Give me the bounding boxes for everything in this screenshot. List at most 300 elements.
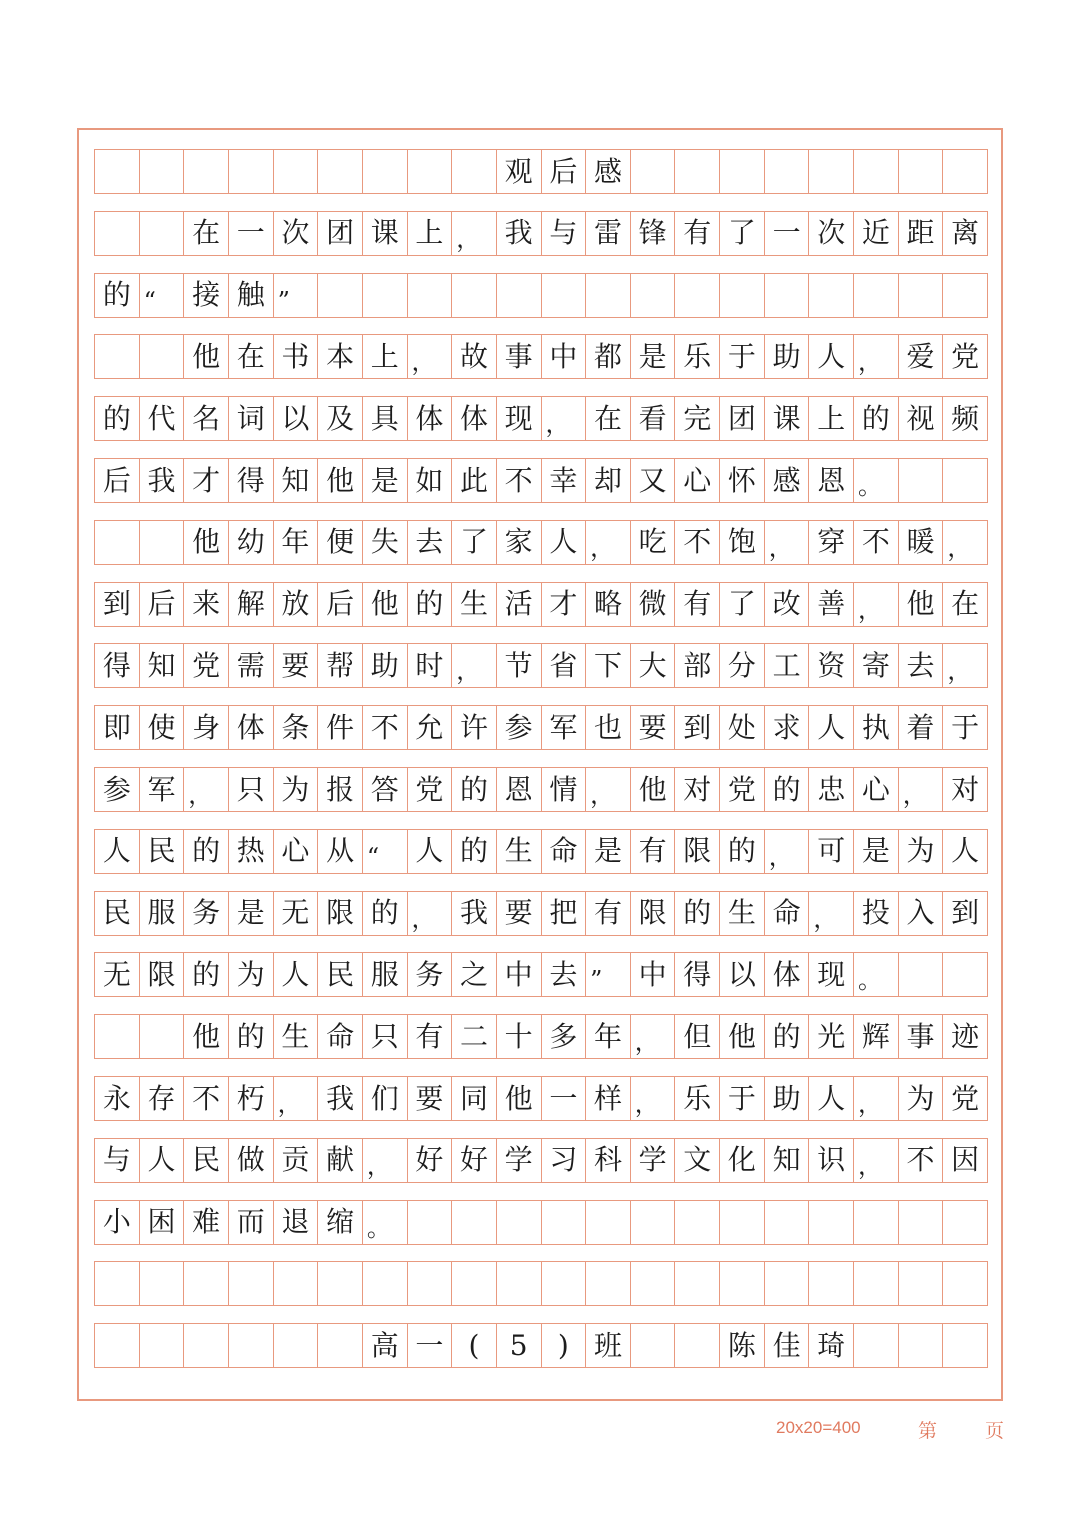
grid-cell: ， bbox=[765, 830, 810, 873]
grid-row bbox=[94, 149, 988, 194]
grid-cell bbox=[274, 1324, 319, 1367]
grid-cell: 在 bbox=[586, 397, 631, 440]
grid-cell bbox=[586, 274, 631, 317]
grid-cell: 民 bbox=[184, 1139, 229, 1182]
grid-cell: 不 bbox=[497, 459, 542, 502]
grid-cell: 年 bbox=[586, 1015, 631, 1058]
grid-cell: 参 bbox=[95, 768, 140, 811]
grid-cell bbox=[631, 1262, 676, 1305]
grid-cell bbox=[184, 1324, 229, 1367]
grid-cell: 执 bbox=[854, 706, 899, 749]
grid-cell: 是 bbox=[854, 830, 899, 873]
grid-cell: 报 bbox=[318, 768, 363, 811]
grid-cell: 军 bbox=[140, 768, 185, 811]
grid-cell bbox=[408, 1262, 453, 1305]
grid-cell: 只 bbox=[229, 768, 274, 811]
grid-cell: 人 bbox=[809, 335, 854, 378]
grid-cell: 服 bbox=[140, 892, 185, 935]
grid-cell bbox=[675, 150, 720, 193]
grid-cell: 以 bbox=[274, 397, 319, 440]
grid-cell bbox=[899, 150, 944, 193]
grid-cell bbox=[720, 150, 765, 193]
grid-cell: ” bbox=[274, 274, 319, 317]
grid-cell bbox=[95, 335, 140, 378]
grid-cell: 本 bbox=[318, 335, 363, 378]
grid-cell: 无 bbox=[274, 892, 319, 935]
grid-cell: 知 bbox=[274, 459, 319, 502]
grid-cell bbox=[452, 274, 497, 317]
grid-cell: 的 bbox=[184, 953, 229, 996]
grid-row bbox=[94, 1261, 988, 1306]
grid-cell bbox=[943, 1201, 988, 1244]
grid-cell bbox=[229, 1324, 274, 1367]
grid-cell bbox=[497, 1201, 542, 1244]
grid-cell: 求 bbox=[765, 706, 810, 749]
grid-cell: 党 bbox=[943, 335, 988, 378]
grid-cell: 可 bbox=[809, 830, 854, 873]
grid-cell: 们 bbox=[363, 1077, 408, 1120]
grid-cell: 他 bbox=[363, 583, 408, 626]
grid-cell: “ bbox=[363, 830, 408, 873]
grid-cell: 迹 bbox=[943, 1015, 988, 1058]
grid-row bbox=[94, 705, 988, 750]
grid-cell: 多 bbox=[542, 1015, 587, 1058]
grid-cell: 心 bbox=[675, 459, 720, 502]
grid-cell: 锋 bbox=[631, 212, 676, 255]
grid-cell: 使 bbox=[140, 706, 185, 749]
grid-cell: 人 bbox=[542, 521, 587, 564]
grid-cell bbox=[943, 274, 988, 317]
grid-cell: 人 bbox=[809, 706, 854, 749]
grid-cell: 代 bbox=[140, 397, 185, 440]
grid-cell: 感 bbox=[765, 459, 810, 502]
grid-cell bbox=[318, 150, 363, 193]
grid-cell: 一 bbox=[542, 1077, 587, 1120]
grid-cell: ， bbox=[899, 768, 944, 811]
grid-cell: 课 bbox=[765, 397, 810, 440]
grid-cell: 家 bbox=[497, 521, 542, 564]
grid-cell: 才 bbox=[542, 583, 587, 626]
grid-cell bbox=[318, 1324, 363, 1367]
grid-cell: 党 bbox=[184, 644, 229, 687]
grid-cell: 命 bbox=[542, 830, 587, 873]
grid-cell: ， bbox=[765, 521, 810, 564]
grid-cell: 忠 bbox=[809, 768, 854, 811]
grid-cell: 他 bbox=[318, 459, 363, 502]
grid-cell: 热 bbox=[229, 830, 274, 873]
grid-cell: 近 bbox=[854, 212, 899, 255]
grid-cell: 心 bbox=[854, 768, 899, 811]
grid-cell: 军 bbox=[542, 706, 587, 749]
grid-cell bbox=[943, 459, 988, 502]
grid-cell: 人 bbox=[140, 1139, 185, 1182]
grid-cell bbox=[452, 1262, 497, 1305]
grid-cell bbox=[229, 150, 274, 193]
grid-cell bbox=[943, 953, 988, 996]
grid-cell: ， bbox=[631, 1015, 676, 1058]
grid-cell bbox=[943, 1262, 988, 1305]
grid-cell: 服 bbox=[363, 953, 408, 996]
grid-cell: 工 bbox=[765, 644, 810, 687]
grid-cell: 是 bbox=[229, 892, 274, 935]
grid-cell: 条 bbox=[274, 706, 319, 749]
grid-cell bbox=[497, 1262, 542, 1305]
grid-cell: “ bbox=[140, 274, 185, 317]
grid-cell: ( bbox=[452, 1324, 497, 1367]
grid-cell bbox=[497, 274, 542, 317]
grid-cell: 好 bbox=[452, 1139, 497, 1182]
grid-cell: ， bbox=[586, 768, 631, 811]
grid-cell: 频 bbox=[943, 397, 988, 440]
grid-cell bbox=[140, 212, 185, 255]
grid-cell: 不 bbox=[363, 706, 408, 749]
grid-cell: 高 bbox=[363, 1324, 408, 1367]
grid-cell: 改 bbox=[765, 583, 810, 626]
grid-cell: ) bbox=[542, 1324, 587, 1367]
grid-cell: 次 bbox=[274, 212, 319, 255]
grid-cell bbox=[184, 150, 229, 193]
grid-cell: 为 bbox=[899, 1077, 944, 1120]
grid-cell: 限 bbox=[675, 830, 720, 873]
grid-cell: ， bbox=[943, 644, 988, 687]
grid-cell: 有 bbox=[675, 583, 720, 626]
grid-cell: 吃 bbox=[631, 521, 676, 564]
grid-cell: 部 bbox=[675, 644, 720, 687]
grid-cell: 要 bbox=[408, 1077, 453, 1120]
grid-cell bbox=[899, 1324, 944, 1367]
grid-cell: 是 bbox=[586, 830, 631, 873]
grid-cell: 距 bbox=[899, 212, 944, 255]
grid-cell: ， bbox=[363, 1139, 408, 1182]
grid-cell: 团 bbox=[720, 397, 765, 440]
grid-cell: 务 bbox=[184, 892, 229, 935]
grid-cell: 为 bbox=[229, 953, 274, 996]
grid-cell: ， bbox=[452, 644, 497, 687]
grid-cell: 为 bbox=[899, 830, 944, 873]
grid-cell: 此 bbox=[452, 459, 497, 502]
grid-cell: 都 bbox=[586, 335, 631, 378]
grid-cell: 解 bbox=[229, 583, 274, 626]
grid-cell: ， bbox=[586, 521, 631, 564]
grid-cell: 才 bbox=[184, 459, 229, 502]
grid-cell: ， bbox=[809, 892, 854, 935]
grid-row bbox=[94, 582, 988, 627]
grid-cell: 情 bbox=[542, 768, 587, 811]
grid-cell: 事 bbox=[497, 335, 542, 378]
grid-cell: 去 bbox=[408, 521, 453, 564]
grid-cell: 命 bbox=[765, 892, 810, 935]
grid-cell: 琦 bbox=[809, 1324, 854, 1367]
grid-cell bbox=[184, 1262, 229, 1305]
grid-cell bbox=[140, 521, 185, 564]
grid-cell: ， bbox=[943, 521, 988, 564]
grid-cell: ， bbox=[631, 1077, 676, 1120]
grid-cell: 具 bbox=[363, 397, 408, 440]
grid-cell: 书 bbox=[274, 335, 319, 378]
page-label-prefix: 第 bbox=[918, 1420, 938, 1442]
grid-cell: 贡 bbox=[274, 1139, 319, 1182]
grid-cell: 即 bbox=[95, 706, 140, 749]
grid-row bbox=[94, 520, 988, 565]
grid-cell: 样 bbox=[586, 1077, 631, 1120]
grid-cell: 习 bbox=[542, 1139, 587, 1182]
grid-cell: 他 bbox=[497, 1077, 542, 1120]
grid-cell: 接 bbox=[184, 274, 229, 317]
grid-cell: 不 bbox=[854, 521, 899, 564]
grid-cell: 与 bbox=[95, 1139, 140, 1182]
grid-cell: 的 bbox=[720, 830, 765, 873]
grid-cell: 上 bbox=[809, 397, 854, 440]
grid-cell: 是 bbox=[363, 459, 408, 502]
grid-cell: 时 bbox=[408, 644, 453, 687]
grid-cell: 他 bbox=[720, 1015, 765, 1058]
grid-cell: 去 bbox=[542, 953, 587, 996]
grid-cell: 到 bbox=[943, 892, 988, 935]
grid-cell bbox=[720, 1201, 765, 1244]
grid-cell: 对 bbox=[675, 768, 720, 811]
grid-cell: 后 bbox=[542, 150, 587, 193]
grid-cell: 要 bbox=[631, 706, 676, 749]
grid-cell: 助 bbox=[363, 644, 408, 687]
grid-cell bbox=[765, 274, 810, 317]
grid-cell: 名 bbox=[184, 397, 229, 440]
grid-cell: 知 bbox=[140, 644, 185, 687]
grid-cell: 他 bbox=[184, 521, 229, 564]
grid-cell: 缩 bbox=[318, 1201, 363, 1244]
grid-cell: 一 bbox=[229, 212, 274, 255]
grid-cell: 资 bbox=[809, 644, 854, 687]
grid-cell: 体 bbox=[765, 953, 810, 996]
grid-cell: 生 bbox=[274, 1015, 319, 1058]
grid-cell: 助 bbox=[765, 1077, 810, 1120]
grid-cell: 放 bbox=[274, 583, 319, 626]
grid-cell bbox=[631, 150, 676, 193]
grid-row bbox=[94, 1138, 988, 1183]
grid-cell bbox=[765, 150, 810, 193]
grid-cell: 于 bbox=[943, 706, 988, 749]
grid-cell: 学 bbox=[631, 1139, 676, 1182]
grid-cell bbox=[95, 212, 140, 255]
grid-cell bbox=[586, 1201, 631, 1244]
grid-cell bbox=[542, 1262, 587, 1305]
grid-cell bbox=[95, 1324, 140, 1367]
grid-cell: 到 bbox=[675, 706, 720, 749]
grid-cell: 有 bbox=[408, 1015, 453, 1058]
grid-cell bbox=[854, 1201, 899, 1244]
grid-row bbox=[94, 458, 988, 503]
grid-cell: 文 bbox=[675, 1139, 720, 1182]
grid-cell bbox=[363, 150, 408, 193]
grid-cell: 在 bbox=[943, 583, 988, 626]
grid-cell: 后 bbox=[95, 459, 140, 502]
grid-cell: 党 bbox=[720, 768, 765, 811]
grid-cell: 限 bbox=[140, 953, 185, 996]
grid-cell: 触 bbox=[229, 274, 274, 317]
grid-cell: 的 bbox=[184, 830, 229, 873]
grid-cell: 得 bbox=[229, 459, 274, 502]
grid-cell bbox=[943, 1324, 988, 1367]
grid-cell bbox=[720, 1262, 765, 1305]
grid-cell: 困 bbox=[140, 1201, 185, 1244]
grid-cell: 对 bbox=[943, 768, 988, 811]
grid-cell: 需 bbox=[229, 644, 274, 687]
grid-cell: 不 bbox=[675, 521, 720, 564]
grid-cell: 离 bbox=[943, 212, 988, 255]
grid-cell bbox=[765, 1262, 810, 1305]
grid-row bbox=[94, 396, 988, 441]
grid-cell: 投 bbox=[854, 892, 899, 935]
grid-cell: ， bbox=[542, 397, 587, 440]
grid-cell: 党 bbox=[408, 768, 453, 811]
grid-cell bbox=[854, 1324, 899, 1367]
grid-row bbox=[94, 891, 988, 936]
grid-cell: 。 bbox=[854, 953, 899, 996]
grid-cell: 允 bbox=[408, 706, 453, 749]
grid-cell: 身 bbox=[184, 706, 229, 749]
grid-cell: 课 bbox=[363, 212, 408, 255]
grid-cell: 有 bbox=[631, 830, 676, 873]
grid-cell bbox=[854, 150, 899, 193]
grid-cell: 生 bbox=[720, 892, 765, 935]
grid-cell: 入 bbox=[899, 892, 944, 935]
grid-cell: 我 bbox=[318, 1077, 363, 1120]
grid-cell: 在 bbox=[229, 335, 274, 378]
grid-cell bbox=[809, 150, 854, 193]
grid-cell: 现 bbox=[809, 953, 854, 996]
grid-cell: 完 bbox=[675, 397, 720, 440]
grid-cell: 做 bbox=[229, 1139, 274, 1182]
grid-cell: ， bbox=[274, 1077, 319, 1120]
grid-cell: 团 bbox=[318, 212, 363, 255]
grid-cell: 上 bbox=[408, 212, 453, 255]
grid-row bbox=[94, 1200, 988, 1245]
grid-cell: 朽 bbox=[229, 1077, 274, 1120]
grid-cell: 年 bbox=[274, 521, 319, 564]
grid-cell: 生 bbox=[452, 583, 497, 626]
grid-cell: 是 bbox=[631, 335, 676, 378]
grid-cell: 心 bbox=[274, 830, 319, 873]
grid-cell: 又 bbox=[631, 459, 676, 502]
grid-cell: 限 bbox=[318, 892, 363, 935]
grid-cell: 体 bbox=[452, 397, 497, 440]
grid-cell: 。 bbox=[363, 1201, 408, 1244]
grid-cell: 善 bbox=[809, 583, 854, 626]
grid-cell: 不 bbox=[899, 1139, 944, 1182]
grid-cell: 下 bbox=[586, 644, 631, 687]
grid-cell: 他 bbox=[184, 1015, 229, 1058]
grid-cell: 到 bbox=[95, 583, 140, 626]
grid-cell: 了 bbox=[720, 583, 765, 626]
grid-cell: 化 bbox=[720, 1139, 765, 1182]
grid-cell: 分 bbox=[720, 644, 765, 687]
grid-cell bbox=[318, 1262, 363, 1305]
grid-cell bbox=[675, 1324, 720, 1367]
grid-cell bbox=[408, 274, 453, 317]
grid-cell bbox=[140, 335, 185, 378]
grid-cell: 的 bbox=[452, 768, 497, 811]
grid-cell: 民 bbox=[95, 892, 140, 935]
grid-cell: 人 bbox=[809, 1077, 854, 1120]
grid-cell: 观 bbox=[497, 150, 542, 193]
grid-cell: ， bbox=[854, 1139, 899, 1182]
grid-row bbox=[94, 334, 988, 379]
grid-cell: 体 bbox=[408, 397, 453, 440]
grid-cell: 生 bbox=[497, 830, 542, 873]
grid-cell: 于 bbox=[720, 1077, 765, 1120]
grid-cell bbox=[140, 1015, 185, 1058]
grid-cell bbox=[854, 274, 899, 317]
grid-cell: 寄 bbox=[854, 644, 899, 687]
grid-cell: 如 bbox=[408, 459, 453, 502]
grid-cell: 的 bbox=[765, 768, 810, 811]
grid-cell: ， bbox=[452, 212, 497, 255]
grid-cell: 的 bbox=[452, 830, 497, 873]
grid-cell: 许 bbox=[452, 706, 497, 749]
grid-cell: 一 bbox=[408, 1324, 453, 1367]
grid-cell: 有 bbox=[675, 212, 720, 255]
grid-cell: 5 bbox=[497, 1324, 542, 1367]
grid-cell: 处 bbox=[720, 706, 765, 749]
grid-cell: 我 bbox=[497, 212, 542, 255]
grid-cell bbox=[631, 1201, 676, 1244]
grid-cell: 班 bbox=[586, 1324, 631, 1367]
grid-row bbox=[94, 643, 988, 688]
grid-cell: 我 bbox=[140, 459, 185, 502]
grid-cell: 民 bbox=[140, 830, 185, 873]
grid-cell: 看 bbox=[631, 397, 676, 440]
grid-cell: 与 bbox=[542, 212, 587, 255]
grid-cell bbox=[140, 150, 185, 193]
grid-cell bbox=[542, 274, 587, 317]
grid-cell: 的 bbox=[95, 397, 140, 440]
grid-cell bbox=[452, 1201, 497, 1244]
grid-cell: 二 bbox=[452, 1015, 497, 1058]
grid-cell: 略 bbox=[586, 583, 631, 626]
grid-cell: 而 bbox=[229, 1201, 274, 1244]
grid-count-label: 20x20=400 bbox=[776, 1418, 861, 1437]
grid-cell bbox=[899, 459, 944, 502]
grid-cell: 后 bbox=[140, 583, 185, 626]
grid-cell: 微 bbox=[631, 583, 676, 626]
grid-cell: ， bbox=[408, 335, 453, 378]
grid-cell bbox=[229, 1262, 274, 1305]
grid-cell bbox=[631, 1324, 676, 1367]
grid-cell bbox=[363, 1262, 408, 1305]
grid-cell: 幸 bbox=[542, 459, 587, 502]
grid-cell: 要 bbox=[497, 892, 542, 935]
grid-cell: 恩 bbox=[809, 459, 854, 502]
grid-cell bbox=[408, 1201, 453, 1244]
grid-cell: 存 bbox=[140, 1077, 185, 1120]
grid-cell bbox=[899, 953, 944, 996]
grid-cell: 件 bbox=[318, 706, 363, 749]
grid-cell bbox=[899, 1262, 944, 1305]
grid-cell: 中 bbox=[542, 335, 587, 378]
grid-cell: 退 bbox=[274, 1201, 319, 1244]
grid-cell: 节 bbox=[497, 644, 542, 687]
grid-cell bbox=[899, 1201, 944, 1244]
grid-cell: 他 bbox=[631, 768, 676, 811]
grid-cell: 故 bbox=[452, 335, 497, 378]
grid-cell: 人 bbox=[95, 830, 140, 873]
grid-row bbox=[94, 1014, 988, 1059]
grid-cell bbox=[720, 274, 765, 317]
grid-cell: 要 bbox=[274, 644, 319, 687]
grid-cell bbox=[95, 1262, 140, 1305]
grid-cell: 怀 bbox=[720, 459, 765, 502]
grid-cell: 乐 bbox=[675, 335, 720, 378]
grid-cell bbox=[586, 1262, 631, 1305]
